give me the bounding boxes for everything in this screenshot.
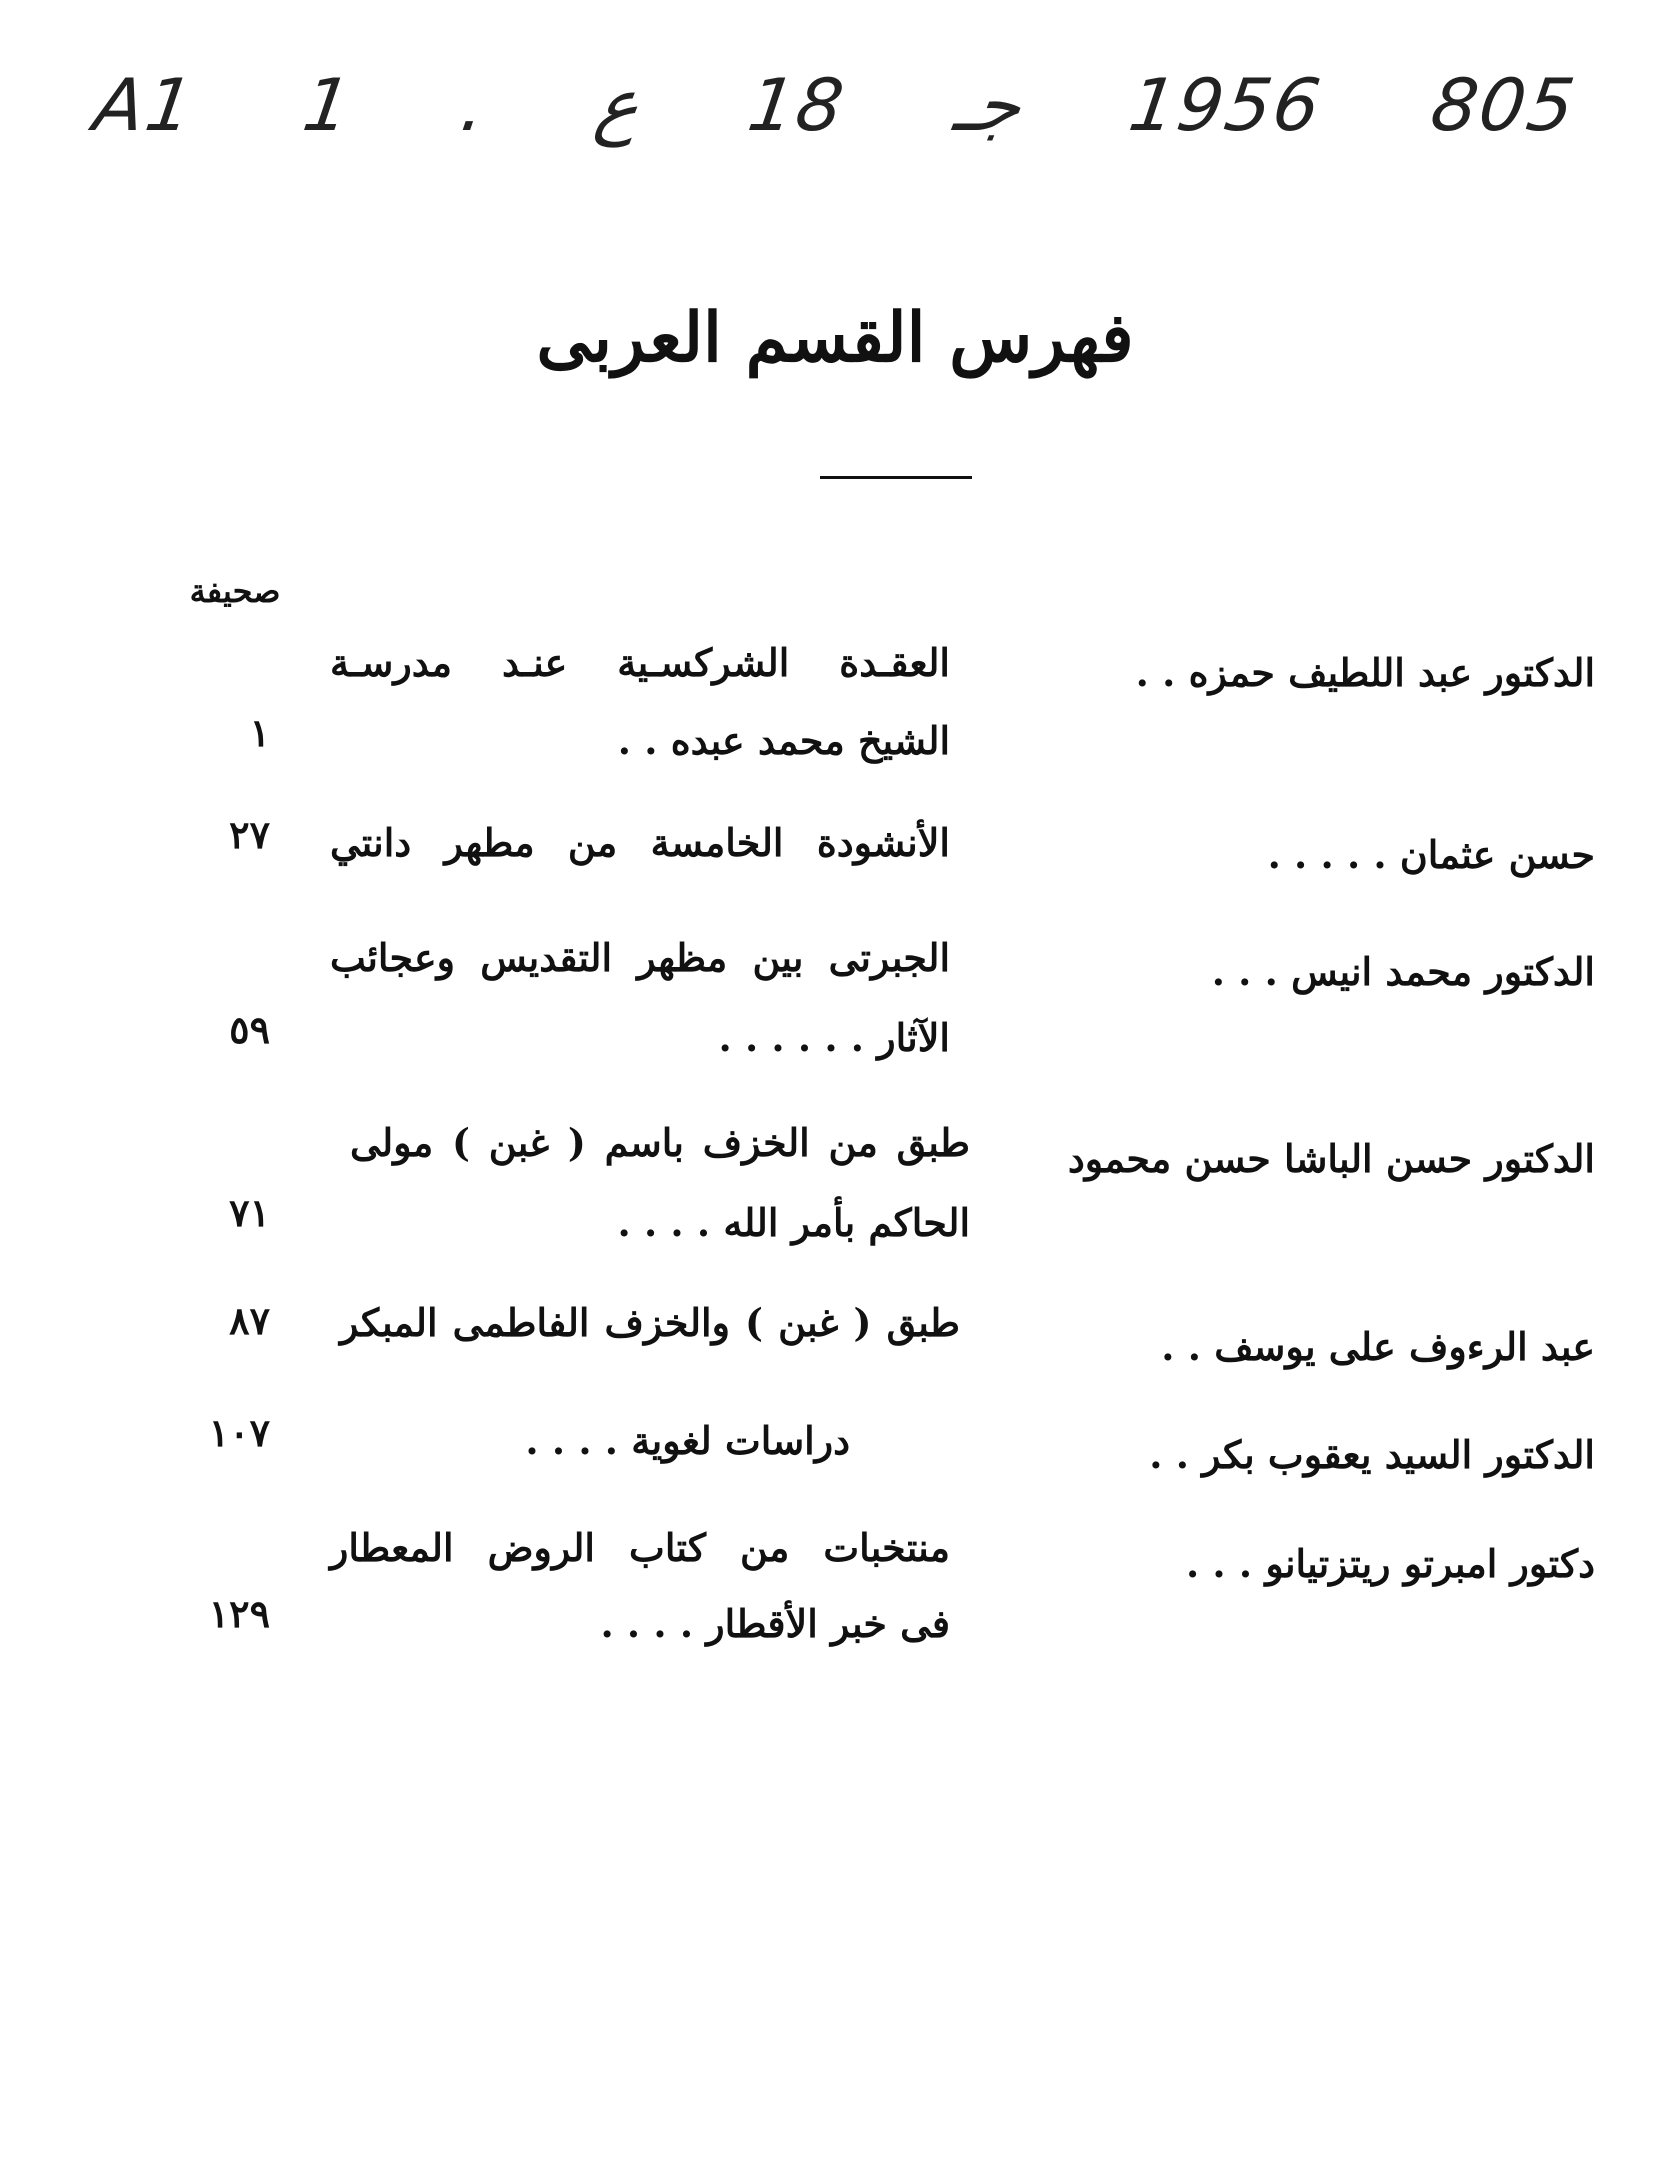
note-part: . bbox=[455, 63, 493, 147]
entry-topic-line: الأنشودة الخامسة من مطهر دانتي bbox=[330, 820, 950, 865]
entry-topic-line: الآثار . . . . . . bbox=[718, 1015, 950, 1060]
entry-topic-line: العقـدة الشركسـية عنـد مدرسـة bbox=[330, 640, 950, 685]
entry-author: حسن عثمان . . . . . bbox=[1267, 832, 1595, 877]
note-part: 805 bbox=[1425, 63, 1581, 147]
note-part: 1 bbox=[298, 63, 358, 147]
entry-topic-line: الجبرتى بين مظهر التقديس وعجائب bbox=[330, 935, 950, 980]
entry-page-number: ١٠٧ bbox=[208, 1410, 270, 1455]
title-divider bbox=[820, 476, 972, 479]
note-part: جـ bbox=[948, 63, 1027, 147]
entry-topic-line: الحاكم بأمر الله . . . . bbox=[617, 1200, 970, 1245]
note-part: 18 bbox=[743, 63, 851, 147]
entry-topic-line: طبق ( غبن ) والخزف الفاطمى المبكر bbox=[340, 1300, 960, 1345]
entry-topic-line: منتخبات من كتاب الروض المعطار bbox=[330, 1525, 950, 1570]
page-column-label: صحيفة bbox=[189, 572, 281, 610]
page-title: فهرس القسم العربى bbox=[536, 298, 1134, 378]
entry-author: الدكتور السيد يعقوب بكر . . bbox=[1149, 1432, 1595, 1477]
entry-page-number: ٥٩ bbox=[229, 1007, 270, 1052]
entry-author: عبد الرءوف على يوسف . . bbox=[1161, 1324, 1595, 1369]
entry-author: دكتور امبرتو ريتزتيانو . . . bbox=[1185, 1541, 1595, 1586]
note-part: A1 bbox=[89, 63, 200, 147]
note-part: ع bbox=[590, 63, 646, 147]
entry-page-number: ٨٧ bbox=[229, 1298, 270, 1343]
entry-page-number: ١ bbox=[249, 710, 270, 755]
entry-topic-line: دراسات لغوية . . . . bbox=[525, 1418, 850, 1463]
entry-page-number: ٧١ bbox=[229, 1190, 270, 1235]
entry-author: الدكتور محمد انيس . . . bbox=[1211, 949, 1595, 994]
entry-page-number: ٢٧ bbox=[229, 812, 270, 857]
entry-topic-line: طبق من الخزف باسم ( غبن ) مولى bbox=[350, 1120, 970, 1165]
note-part: 1956 bbox=[1124, 63, 1328, 147]
entry-author: الدكتور حسن الباشا حسن محمود bbox=[1067, 1136, 1595, 1181]
handwritten-reference-note bbox=[89, 40, 1581, 170]
entry-author: الدكتور عبد اللطيف حمزه . . bbox=[1135, 650, 1595, 695]
entry-topic-line: فى خبر الأقطار . . . . bbox=[600, 1601, 950, 1646]
entry-page-number: ١٢٩ bbox=[208, 1591, 270, 1636]
entry-topic-line: الشيخ محمد عبده . . bbox=[617, 718, 950, 763]
